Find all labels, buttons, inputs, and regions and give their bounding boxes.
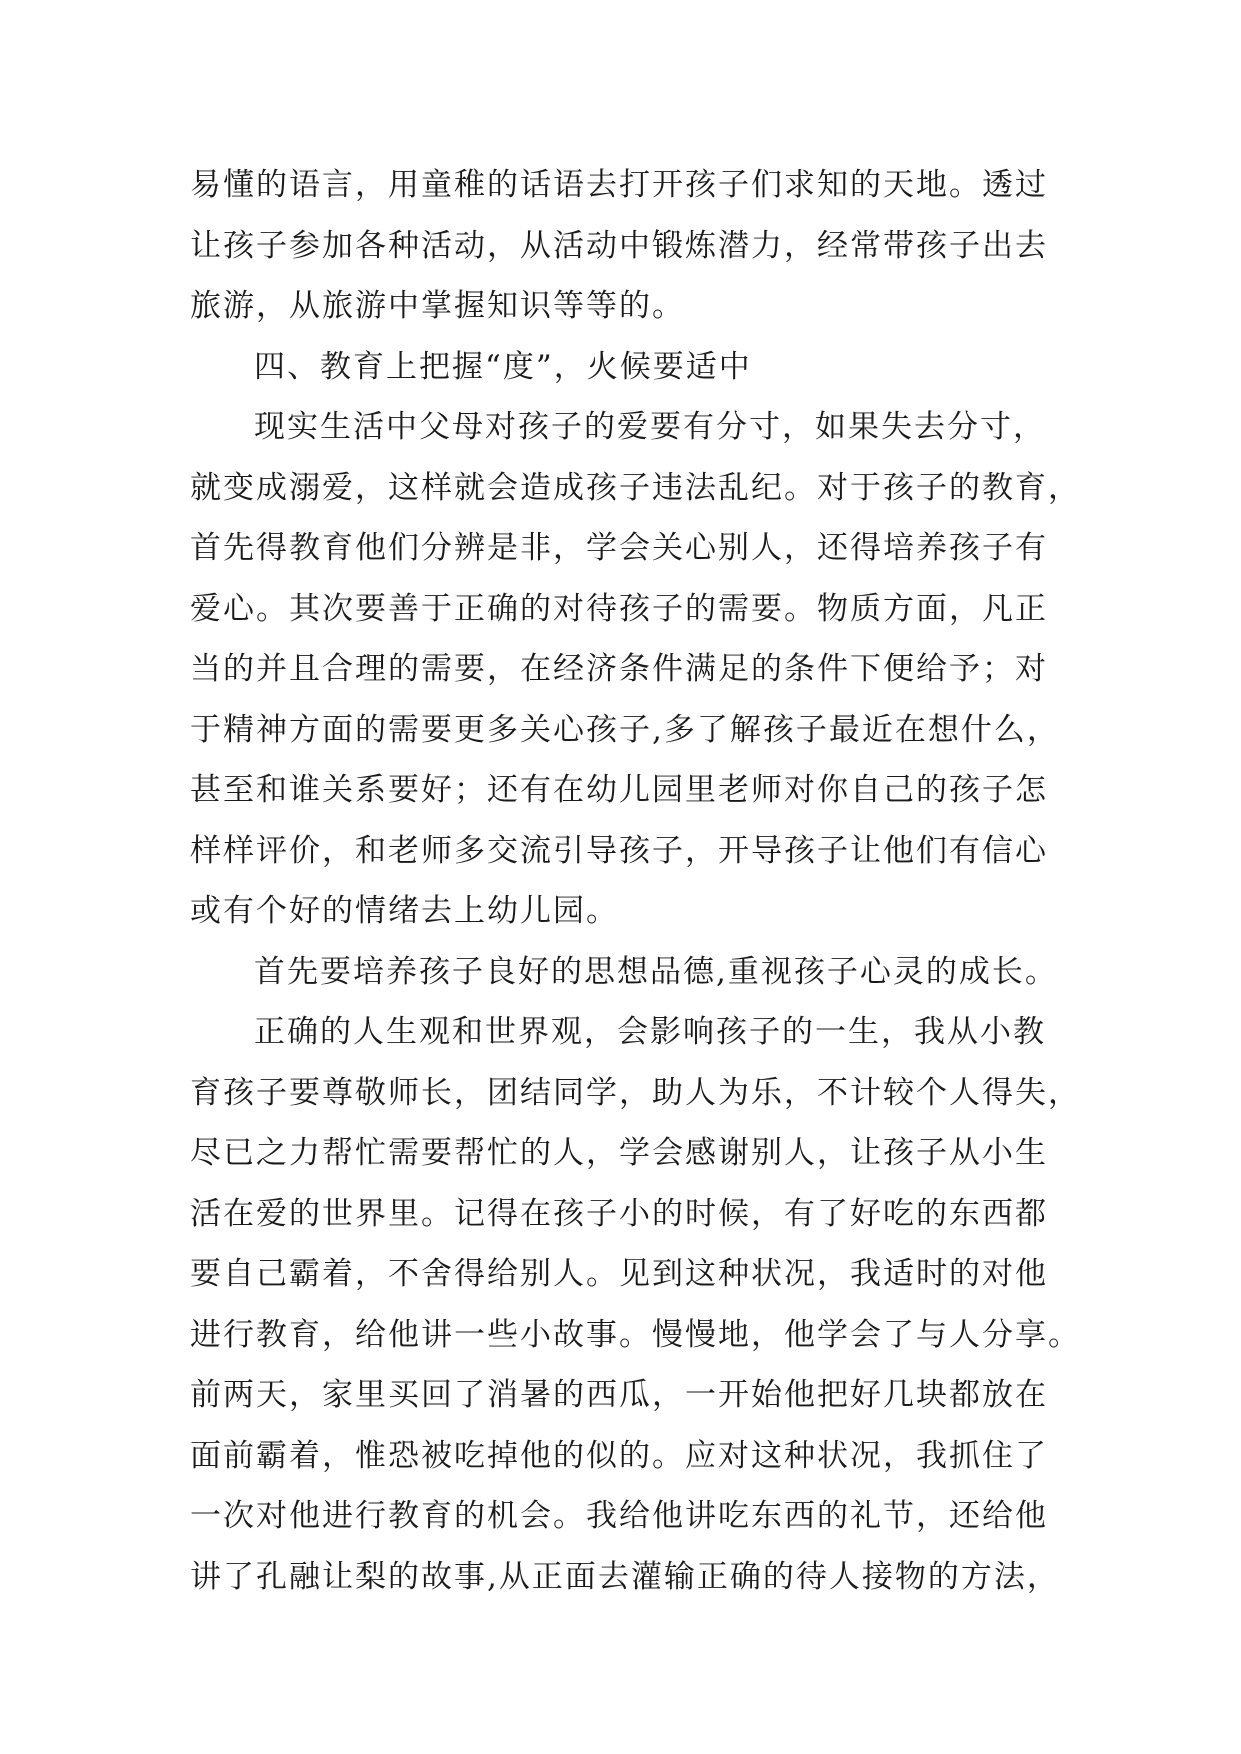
text-line: 讲了孔融让梨的故事,从正面去灌输正确的待人接物的方法，	[190, 1558, 1060, 1595]
paragraph-love-measure	[190, 397, 1081, 942]
document-body	[190, 155, 1081, 1607]
text-line: 活在爱的世界里。记得在孩子小的时候，有了好吃的东西都	[190, 1195, 1048, 1232]
text-line: 旅游，从旅游中掌握知识等等的。	[190, 288, 685, 324]
paragraph-worldview	[190, 1002, 1081, 1607]
text-line: 就变成溺爱，这样就会造成孩子违法乱纪。对于孩子的教育，	[190, 469, 1081, 506]
text-line: 首先要培养孩子良好的思想品德,重视孩子心灵的成长。	[254, 953, 1058, 990]
text-line: 爱心。其次要善于正确的对待孩子的需要。物质方面，凡正	[190, 590, 1048, 627]
text-line: 或有个好的情绪去上幼儿园。	[190, 893, 619, 929]
text-line: 让孩子参加各种活动，从活动中锻炼潜力，经常带孩子出去	[190, 227, 1048, 264]
text-line: 当的并且合理的需要，在经济条件满足的条件下便给予；对	[190, 651, 1048, 687]
text-line: 一次对他进行教育的机会。我给他讲吃东西的礼节，还给他	[190, 1498, 1048, 1534]
text-line: 面前霸着，惟恐被吃掉他的似的。应对这种状况，我抓住了	[190, 1437, 1048, 1474]
paragraph-continuation	[190, 155, 1070, 337]
section-heading	[190, 337, 1070, 398]
text-line: 首先得教育他们分辨是非，学会关心别人，还得培养孩子有	[190, 530, 1048, 566]
text-line: 进行教育，给他讲一些小故事。慢慢地，他学会了与人分享。	[190, 1316, 1081, 1353]
text-line: 样样评价，和老师多交流引导孩子，开导孩子让他们有信心	[190, 832, 1048, 869]
text-line: 易懂的语言，用童稚的话语去打开孩子们求知的天地。透过	[190, 167, 1048, 203]
text-line: 尽已之力帮忙需要帮忙的人，学会感谢别人，让孩子从小生	[190, 1135, 1048, 1171]
text-line: 要自己霸着，不舍得给别人。见到这种状况，我适时的对他	[190, 1256, 1048, 1292]
text-line: 于精神方面的需要更多关心孩子,多了解孩子最近在想什么，	[190, 711, 1060, 748]
heading-line: 四、教育上把握“度”，火候要适中	[254, 348, 752, 385]
text-line: 甚至和谁关系要好；还有在幼儿园里老师对你自己的孩子怎	[190, 772, 1048, 808]
text-line: 现实生活中父母对孩子的爱要有分寸，如果失去分寸，	[254, 409, 1046, 445]
paragraph-moral-character	[190, 942, 1070, 1003]
text-line: 正确的人生观和世界观，会影响孩子的一生，我从小教	[254, 1014, 1046, 1050]
text-line: 育孩子要尊敬师长，团结同学，助人为乐，不计较个人得失，	[190, 1074, 1081, 1111]
text-line: 前两天，家里买回了消暑的西瓜，一开始他把好几块都放在	[190, 1377, 1048, 1413]
